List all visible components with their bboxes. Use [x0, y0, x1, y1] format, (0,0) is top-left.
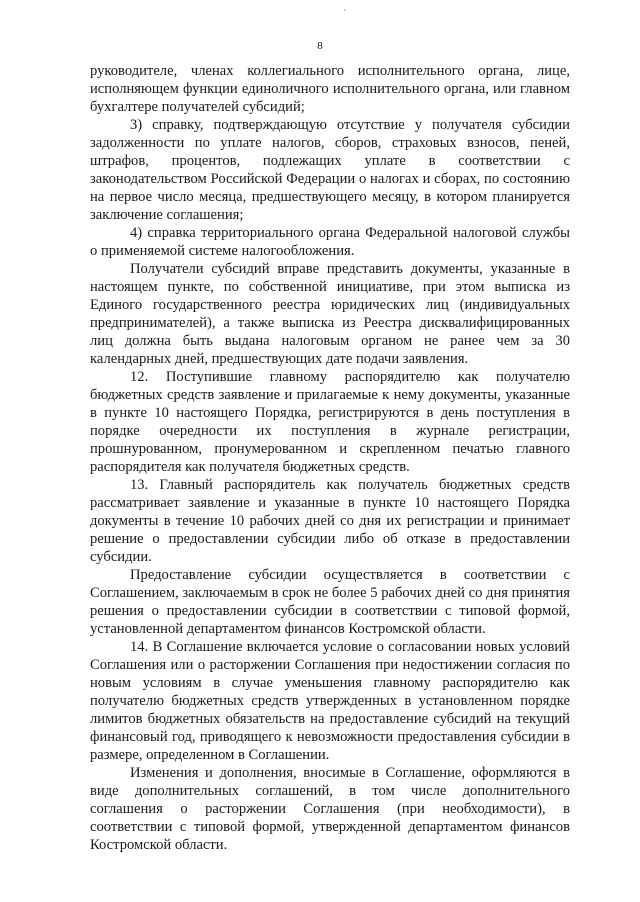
paragraph-continuation: руководителе, членах коллегиального исполнительного органа, лице, исполняющем функции единоличного исполнительного органа, или главном бухгалтере получателей субсидий; — [90, 63, 570, 115]
paragraph-clause-12: 12. Поступившие главному распорядителю как получателю бюджетных средств заявление и прилагаемые к нему документы, указанные в пункте 10 настоящего Порядка, регистрируются в день поступления в порядке очередности их поступления в журнале регистрации, прошнурованном, пронумерованном и скрепленном печатью главного распорядителя как получателя бюджетных средств. — [90, 369, 570, 475]
paragraph-agreement-provision: Предоставление субсидии осуществляется в соответствии с Соглашением, заключаемым в срок не более 5 рабочих дней со дня принятия решения о предоставлении субсидии в соответствии с типовой формой, установленной департаментом финансов Костромской области. — [90, 567, 570, 637]
paragraph-recipients-right: Получатели субсидий вправе представить документы, указанные в настоящем пункте, по собственной инициативе, при этом выписка из Единого государственного реестра юридических лиц (индивидуальных предпринимателей), а также выписка из Реестра дисквалифицированных лиц должна быть выдана налоговым органом не ранее чем за 30 календарных дней, предшествующих дате подачи заявления. — [90, 261, 570, 367]
paragraph-amendments: Изменения и дополнения, вносимые в Соглашение, оформляются в виде дополнительных соглашений, в том числе дополнительного соглашения о расторжении Соглашения (при необходимости), в соответствии с типовой формой, утвержденной департаментом финансов Костромской области. — [90, 765, 570, 853]
paragraph-item-4: 4) справка территориального органа Федеральной налоговой службы о применяемой системе налогообложения. — [90, 225, 570, 259]
scan-speck — [344, 9, 346, 11]
paragraph-item-3: 3) справку, подтверждающую отсутствие у получателя субсидии задолженности по уплате налогов, сборов, страховых взносов, пеней, штрафов, процентов, подлежащих уплате в соответствии с законодательством Российской Федерации о налогах и сборах, по состоянию на первое число месяца, предшествующего месяцу, в котором планируется заключение соглашения; — [90, 117, 570, 223]
body-text — [90, 62, 570, 854]
page-number: 8 — [317, 40, 323, 52]
paragraph-clause-14: 14. В Соглашение включается условие о согласовании новых условий Соглашения или о расторжении Соглашения при недостижении согласия по новым условиям в случае уменьшения главному распорядителю как получателю бюджетных средств утвержденных в установленном порядке лимитов бюджетных обязательств на предоставление субсидий на текущий финансовый год, приводящего к невозможности предоставления субсидии в размере, определенном в Соглашении. — [90, 639, 570, 763]
paragraph-clause-13: 13. Главный распорядитель как получатель бюджетных средств рассматривает заявление и указанные в пункте 10 настоящего Порядка документы в течение 10 рабочих дней со дня их регистрации и принимает решение о предоставлении субсидии либо об отказе в предоставлении субсидии. — [90, 477, 570, 565]
